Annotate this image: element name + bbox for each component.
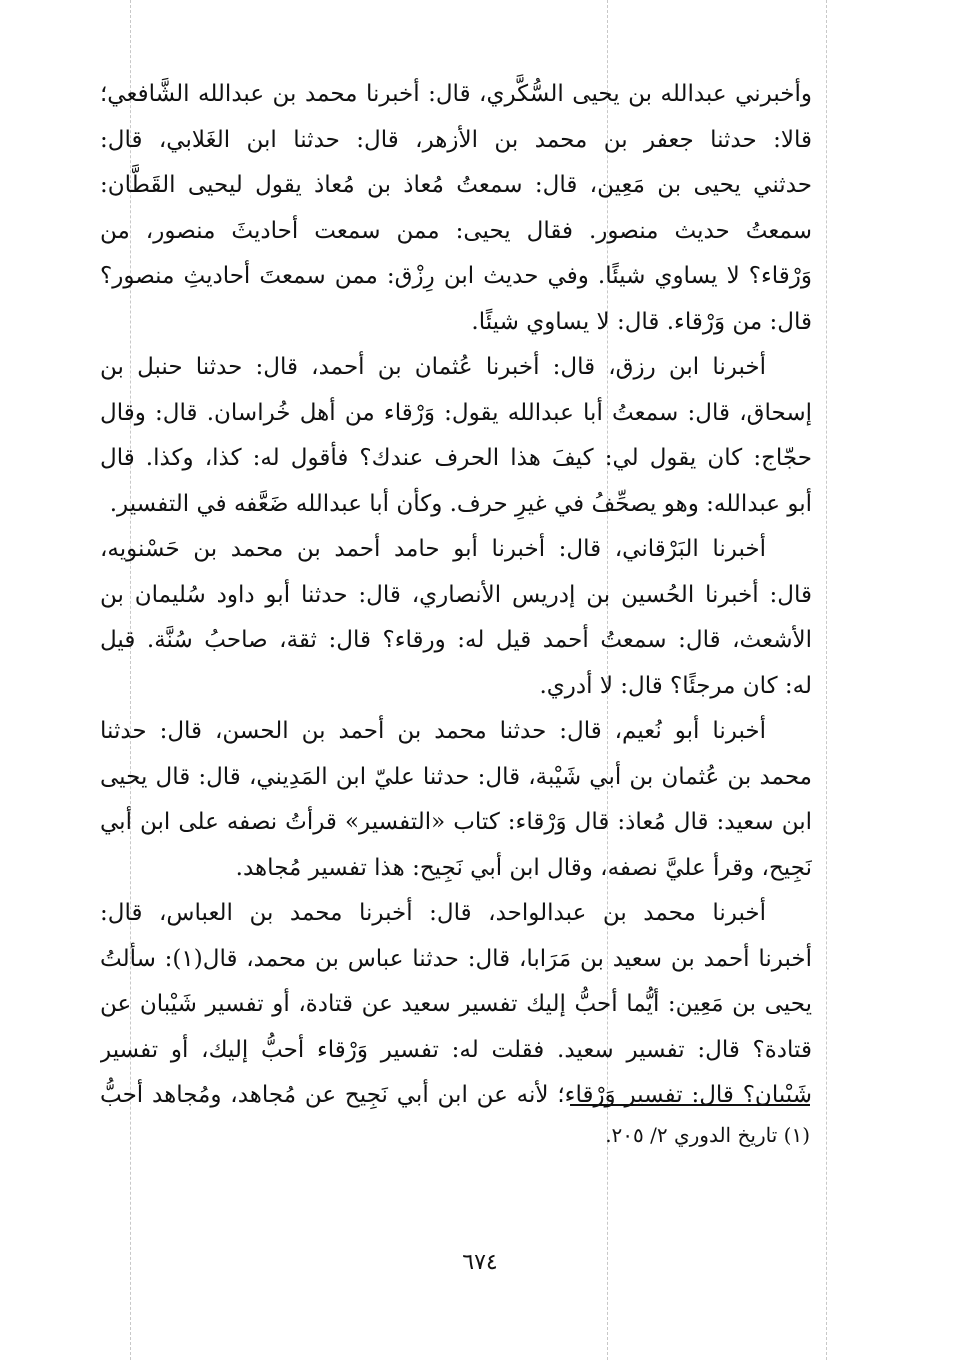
text-line: وَرْقاء؟ لا يساوي شيئًا. وفي حديث ابن رِزْق: ممن سمعتَ أحاديثِ منصور؟ bbox=[100, 263, 812, 289]
scan-guide-line-right bbox=[826, 0, 827, 1360]
text-line: أخبرنا محمد بن عبدالواحد، قال: أخبرنا محمد بن العباس، قال: bbox=[100, 900, 766, 926]
paragraph-4 bbox=[100, 709, 812, 891]
text-line: أخبرنا أحمد بن سعيد بن مَرَابا، قال: حدثنا عباس بن محمد، قال(١): سألتُ bbox=[100, 945, 812, 972]
text-line: إسحاق، قال: سمعتُ أبا عبدالله يقول: وَرْقاء من أهل خُراسان. قال: وقال bbox=[100, 399, 812, 426]
text-line: نَجِيح، وقرأ عليَّ نصفه، وقال ابن أبي نَجِيح: هذا تفسير مُجاهد. bbox=[235, 854, 812, 881]
text-line: أبو عبدالله: وهو يصحِّفُ في غيرِ حرف. وكأن أبا عبدالله ضَعَّفه في التفسير. bbox=[109, 490, 812, 517]
footnote-divider bbox=[570, 1104, 810, 1106]
paragraph-3 bbox=[100, 527, 812, 709]
text-line: يحيى بن مَعِين: أيُّما أحبُّ إليك تفسير سعيد عن قتادة، أو تفسير شَيْبان عن bbox=[100, 991, 812, 1017]
text-line: حدثني يحيى بن مَعِين، قال: سمعتُ مُعاذ بن مُعاذ يقول ليحيى القَطَّان: bbox=[100, 172, 812, 198]
text-line: وأخبرني عبدالله بن يحيى السُّكَّري، قال: أخبرنا محمد بن عبدالله الشَّافعي؛ bbox=[100, 81, 812, 107]
text-line: محمد بن عُثمان بن أبي شَيْبة، قال: حدثنا عليّ ابن المَدِيني، قال: قال يحيى bbox=[100, 763, 812, 790]
text-line: سمعتُ حديث منصور. فقال يحيى: ممن سمعت أحاديثَ منصور، من bbox=[100, 217, 812, 244]
paragraph-1 bbox=[100, 72, 812, 345]
text-line: أخبرنا ابن رزق، قال: أخبرنا عُثمان بن أحمد، قال: حدثنا حنبل بن bbox=[100, 354, 766, 380]
text-line: قتادة؟ قال: تفسير سعيد. فقلت له: تفسير وَرْقاء أحبُّ إليك، أو تفسير bbox=[100, 1036, 812, 1063]
text-line: قال: من وَرْقاء. قال: لا يساوي شيئًا. bbox=[471, 308, 812, 335]
text-line: له: كان مرجئًا؟ قال: لا أدري. bbox=[539, 672, 812, 699]
page-body bbox=[100, 72, 812, 1119]
text-line: حجّاج: كان يقول لي: كيفَ هذا الحرف عندك؟ فأقول له: كذا، وكذا. قال bbox=[100, 445, 812, 471]
text-line: قالا: حدثنا جعفر بن محمد بن الأزهر، قال: حدثنا ابن الغَلابي، قال: bbox=[100, 126, 812, 153]
paragraph-2 bbox=[100, 345, 812, 527]
text-line: أخبرنا أبو نُعيم، قال: حدثنا محمد بن أحمد بن الحسن، قال: حدثنا bbox=[100, 718, 766, 744]
text-line: شَيْبان؟ قال: تفسير وَرْقاء؛ لأنه عن ابن أبي نَجِيح عن مُجاهد، ومُجاهد أحبُّ bbox=[100, 1082, 812, 1108]
paragraph-5 bbox=[100, 891, 812, 1119]
text-line: أخبرنا البَرْقاني، قال: أخبرنا أبو حامد أحمد بن محمد بن حَسْنويه، bbox=[100, 536, 766, 562]
text-line: قال: أخبرنا الحُسين بن إدريس الأنصاري، قال: حدثنا أبو داود سُليمان بن bbox=[100, 581, 812, 608]
text-line: ابن سعيد: قال مُعاذ: قال وَرْقاء: كتاب «التفسير» قرأتُ نصفه على ابن أبي bbox=[100, 809, 812, 835]
page-number: ٦٧٤ bbox=[462, 1250, 498, 1275]
footnote: (١) تاريخ الدوري ٢/ ٢٠٥. bbox=[605, 1123, 810, 1147]
text-line: الأشعث، قال: سمعتُ أحمد قيل له: ورقاء؟ قال: ثقة، صاحبُ سُنَّة. قيل bbox=[100, 627, 812, 653]
